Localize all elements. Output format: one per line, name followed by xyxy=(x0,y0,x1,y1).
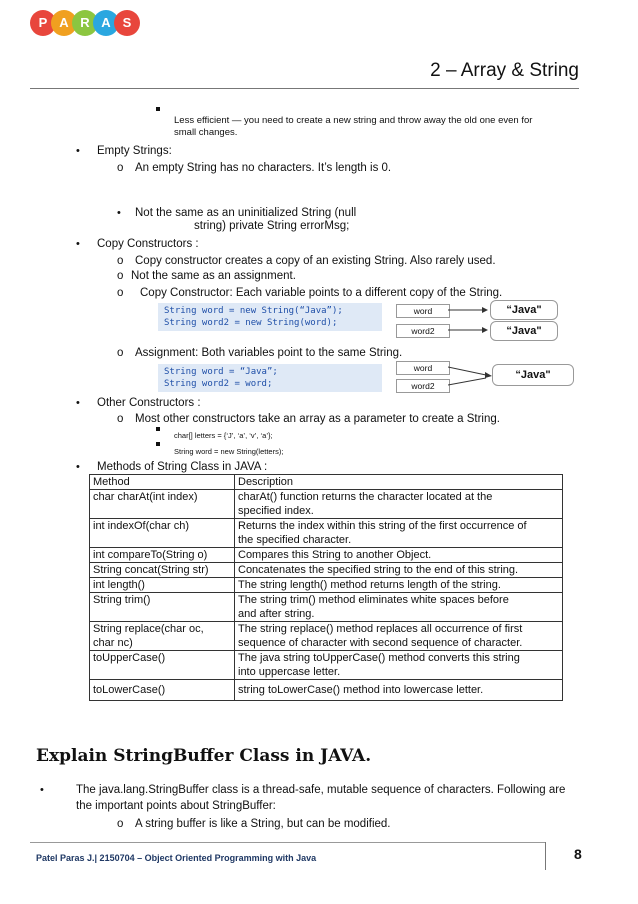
table-cell: string toLowerCase() method into lowercase letter. xyxy=(235,680,563,701)
cell-line: The string trim() method eliminates white spaces before xyxy=(238,594,509,606)
list-marker: o xyxy=(117,347,124,359)
table-cell xyxy=(235,622,563,651)
variable-label: word2 xyxy=(396,379,450,393)
text-line: Less efficient — you need to create a new string and throw away the old one even for xyxy=(174,115,533,126)
variable-label: word xyxy=(396,361,450,375)
text-line: Copy constructor creates a copy of an existing String. Also rarely used. xyxy=(135,255,496,267)
cell-line: String replace(char oc, xyxy=(93,623,204,635)
footer-text: Patel Paras J.| 2150704 – Object Oriented Programming with Java xyxy=(36,853,317,863)
table-cell: char charAt(int index) xyxy=(90,490,235,519)
table-header-row xyxy=(90,475,563,490)
square-bullet-icon xyxy=(156,427,160,431)
table-cell: String trim() xyxy=(90,593,235,622)
logo xyxy=(30,8,150,40)
page-number: 8 xyxy=(574,846,582,862)
text-line: string) private String errorMsg; xyxy=(194,220,350,232)
table-row xyxy=(90,680,563,701)
bullet-icon: • xyxy=(76,461,80,473)
table-row xyxy=(90,622,563,651)
methods-table xyxy=(89,474,563,701)
footer-divider xyxy=(30,842,545,843)
table-cell: Concatenates the specified string to the end of this string. xyxy=(235,563,563,578)
logo-letter: S xyxy=(114,10,140,36)
text-line: Copy Constructor: Each variable points to a different copy of the String. xyxy=(140,287,503,299)
text-line: the important points about StringBuffer: xyxy=(76,800,276,812)
code-snippet xyxy=(158,303,382,331)
text-line: The java.lang.StringBuffer class is a thread-safe, mutable sequence of characters. Following are xyxy=(76,784,566,796)
code-line: String word = “Java”; xyxy=(164,367,278,377)
table-row xyxy=(90,563,563,578)
code-line: char[] letters = {‘J’, ‘a’, ‘v’, ‘a’}; xyxy=(174,431,273,440)
table-row xyxy=(90,519,563,548)
logo-letter: P xyxy=(30,10,56,36)
header-divider xyxy=(30,88,579,89)
table-header-cell: Description xyxy=(235,475,563,490)
list-marker: o xyxy=(117,413,124,425)
code-snippet xyxy=(158,364,382,392)
cell-line: the specified character. xyxy=(238,534,352,546)
table-cell: Compares this String to another Object. xyxy=(235,548,563,563)
section-heading: Empty Strings: xyxy=(97,145,172,157)
page-title: 2 – Array & String xyxy=(430,60,579,81)
code-line: String word = new String(“Java”); xyxy=(164,306,343,316)
text-line: Most other constructors take an array as a parameter to create a String. xyxy=(135,413,500,425)
bullet-icon: • xyxy=(76,145,80,157)
table-cell: int length() xyxy=(90,578,235,593)
bullet-icon: • xyxy=(40,784,44,796)
section-heading: Copy Constructors : xyxy=(97,238,199,250)
string-value: “Java" xyxy=(490,300,558,320)
table-row xyxy=(90,578,563,593)
string-value: “Java" xyxy=(492,364,574,386)
list-marker: o xyxy=(117,818,124,830)
table-cell: String concat(String str) xyxy=(90,563,235,578)
table-cell: int indexOf(char ch) xyxy=(90,519,235,548)
footer-divider xyxy=(545,842,546,870)
table-cell xyxy=(235,490,563,519)
cell-line: sequence of character with second sequence of character. xyxy=(238,637,523,649)
text-line: A string buffer is like a String, but can be modified. xyxy=(135,818,391,830)
cell-line: and after string. xyxy=(238,608,315,620)
cell-line: char nc) xyxy=(93,637,133,649)
section-heading: Other Constructors : xyxy=(97,397,201,409)
cell-line: Returns the index within this string of the first occurrence of xyxy=(238,520,527,532)
logo-letter: R xyxy=(72,10,98,36)
list-marker: o xyxy=(117,270,124,282)
list-marker: o xyxy=(117,162,124,174)
table-cell: The string length() method returns length of the string. xyxy=(235,578,563,593)
table-row xyxy=(90,548,563,563)
table-cell xyxy=(235,651,563,680)
string-value: “Java" xyxy=(490,321,558,341)
text-line: small changes. xyxy=(174,127,238,138)
table-cell: toUpperCase() xyxy=(90,651,235,680)
text-line: Not the same as an uninitialized String (null xyxy=(135,207,357,219)
pointer-arrows xyxy=(448,300,488,344)
bullet-icon: • xyxy=(76,397,80,409)
text-line: Not the same as an assignment. xyxy=(131,270,296,282)
cell-line: into uppercase letter. xyxy=(238,666,341,678)
list-marker: o xyxy=(117,287,124,299)
section-title: Explain StringBuffer Class in JAVA. xyxy=(36,746,372,766)
code-line: String word2 = word; xyxy=(164,379,273,389)
square-bullet-icon xyxy=(156,442,160,446)
table-cell xyxy=(90,622,235,651)
table-row xyxy=(90,593,563,622)
table-cell xyxy=(235,593,563,622)
bullet-icon: • xyxy=(76,238,80,250)
table-row xyxy=(90,651,563,680)
table-cell: int compareTo(String o) xyxy=(90,548,235,563)
table-cell: toLowerCase() xyxy=(90,680,235,701)
cell-line: The java string toUpperCase() method converts this string xyxy=(238,652,520,664)
table-cell xyxy=(235,519,563,548)
variable-label: word2 xyxy=(396,324,450,338)
section-heading: Methods of String Class in JAVA : xyxy=(97,461,268,473)
cell-line: specified index. xyxy=(238,505,314,517)
cell-line: The string replace() method replaces all occurrence of first xyxy=(238,623,523,635)
table-header-cell: Method xyxy=(90,475,235,490)
variable-label: word xyxy=(396,304,450,318)
bullet-icon: • xyxy=(117,207,121,219)
cell-line: charAt() function returns the character located at the xyxy=(238,491,493,503)
square-bullet-icon xyxy=(156,107,160,111)
list-marker: o xyxy=(117,255,124,267)
logo-letter: A xyxy=(93,10,119,36)
pointer-arrows xyxy=(448,360,492,396)
logo-letter: A xyxy=(51,10,77,36)
text-line: Assignment: Both variables point to the same String. xyxy=(135,347,403,359)
table-row xyxy=(90,490,563,519)
text-line: An empty String has no characters. It’s length is 0. xyxy=(135,162,392,174)
code-line: String word = new String(letters); xyxy=(174,447,284,456)
code-line: String word2 = new String(word); xyxy=(164,318,338,328)
